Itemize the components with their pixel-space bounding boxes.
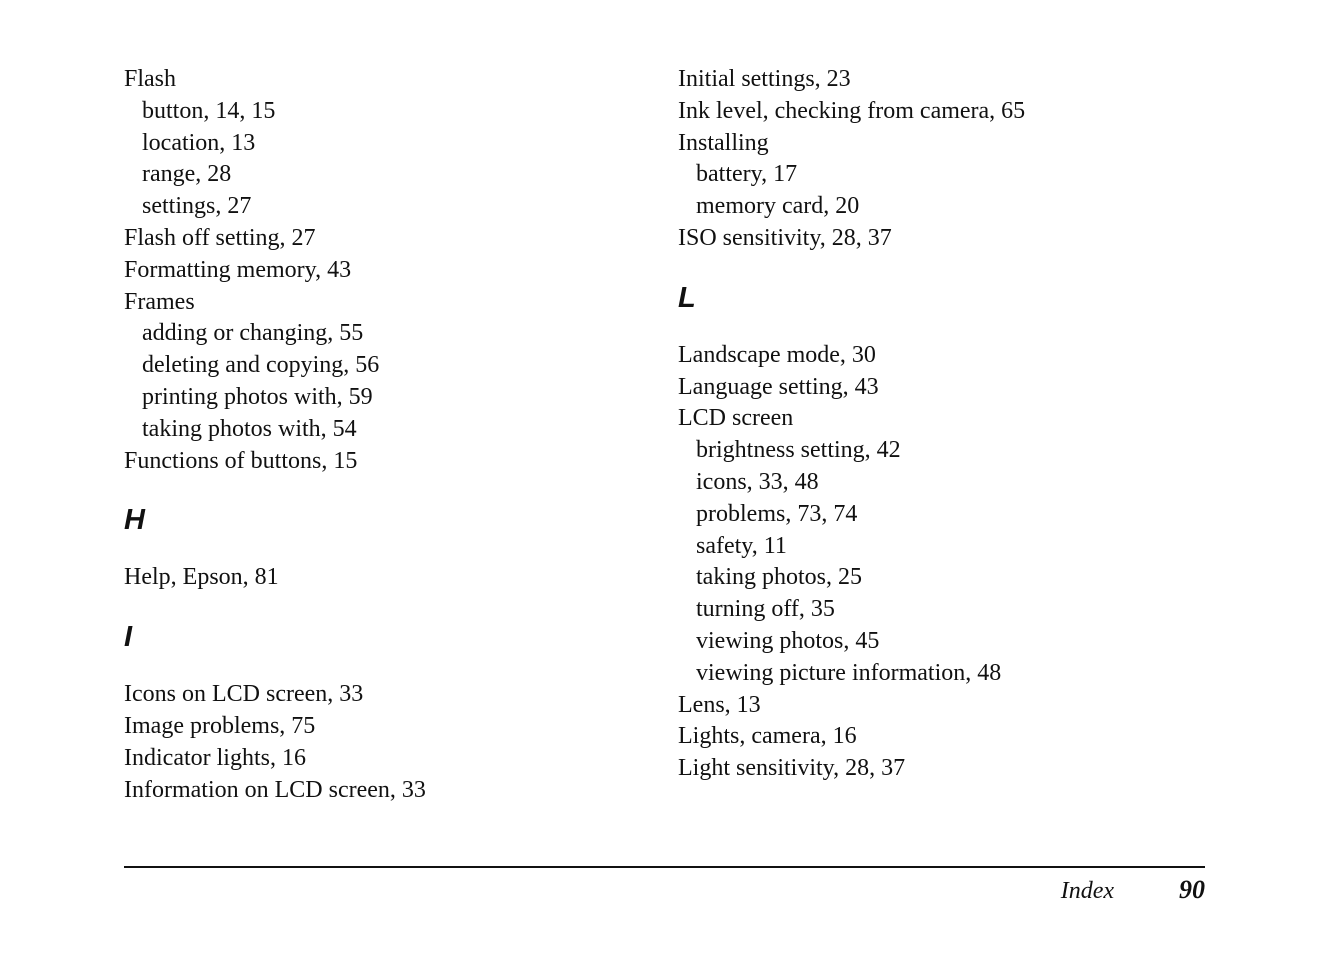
index-entry: Installing xyxy=(678,129,769,156)
index-entry: ISO sensitivity, 28, 37 xyxy=(678,224,892,251)
index-entry: Information on LCD screen, 33 xyxy=(124,776,426,803)
index-entry: Icons on LCD screen, 33 xyxy=(124,681,364,708)
index-subentry: deleting and copying, 56 xyxy=(142,352,380,379)
index-subentry: turning off, 35 xyxy=(696,596,835,623)
index-letter-heading: I xyxy=(124,621,133,654)
index-entry: LCD screen xyxy=(678,405,794,432)
index-subentry: safety, 11 xyxy=(696,532,787,559)
index-entry: Initial settings, 23 xyxy=(678,66,851,92)
index-entry: Language setting, 43 xyxy=(678,373,879,400)
page-number: 90 xyxy=(1179,875,1205,904)
index-entry: Frames xyxy=(124,288,195,315)
index-subentry: taking photos with, 54 xyxy=(142,415,357,442)
index-subentry: printing photos with, 59 xyxy=(142,383,373,410)
index-subentry: taking photos, 25 xyxy=(696,564,862,591)
index-subentry: range, 28 xyxy=(142,161,232,188)
index-entry: Lights, camera, 16 xyxy=(678,723,857,750)
index-subentry: viewing photos, 45 xyxy=(696,627,880,654)
index-subentry: battery, 17 xyxy=(696,161,798,188)
index-entry: Landscape mode, 30 xyxy=(678,341,876,368)
index-column-right xyxy=(678,64,1238,785)
index-letter-heading: H xyxy=(124,504,145,537)
index-letter-heading: L xyxy=(678,281,696,314)
index-column-left xyxy=(124,64,644,806)
index-entry: Lens, 13 xyxy=(678,691,761,718)
index-subentry: adding or changing, 55 xyxy=(142,320,364,347)
index-subentry: settings, 27 xyxy=(142,193,252,220)
index-entry: Flash off setting, 27 xyxy=(124,224,316,251)
index-entry: Flash xyxy=(124,66,177,92)
index-subentry: icons, 33, 48 xyxy=(696,468,819,495)
index-subentry: problems, 73, 74 xyxy=(696,500,858,527)
index-subentry: viewing picture information, 48 xyxy=(696,659,1002,686)
index-entry: Indicator lights, 16 xyxy=(124,744,306,771)
index-entry: Formatting memory, 43 xyxy=(124,256,352,283)
index-entry: Help, Epson, 81 xyxy=(124,564,279,591)
index-entry: Functions of buttons, 15 xyxy=(124,447,358,474)
footer-rule xyxy=(124,866,1205,868)
index-subentry: button, 14, 15 xyxy=(142,97,276,124)
index-entry: Light sensitivity, 28, 37 xyxy=(678,755,906,782)
index-subentry: memory card, 20 xyxy=(696,193,860,220)
footer-section-title: Index xyxy=(1060,878,1114,904)
index-subentry: brightness setting, 42 xyxy=(696,437,901,464)
index-subentry: location, 13 xyxy=(142,129,256,156)
index-entry: Ink level, checking from camera, 65 xyxy=(678,97,1026,124)
index-entry: Image problems, 75 xyxy=(124,712,316,739)
